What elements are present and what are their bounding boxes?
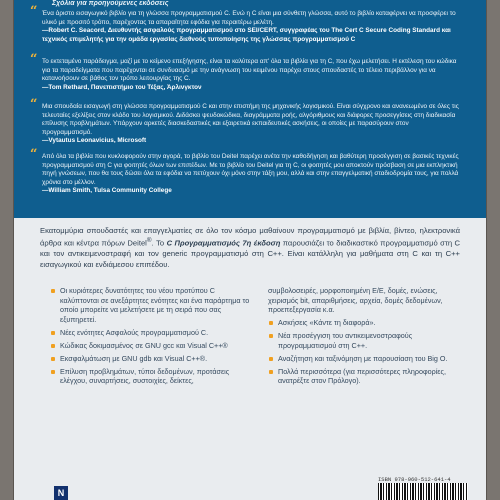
quote-text: Ένα άριστο εισαγωγικό βιβλίο για τη γλώσσα προγραμματισμού C. Ενώ η C είναι μια σύνθετη γλώσσα, αυτό το βιβλίο καταφέρνει να προσφέρει το υλικό με προσιτό τρόπο, παρέχοντας τα απαραίτητα εφόδια για περαιτέρω μελέτη. bbox=[42, 10, 456, 26]
feature-item: Εκσφαλμάτωση με GNU gdb και Visual C++®. bbox=[50, 354, 250, 364]
registered-mark: ® bbox=[146, 237, 152, 245]
isbn-text: ISBN 978-960-512-641-4 bbox=[378, 476, 451, 483]
intro-paragraph bbox=[40, 226, 460, 270]
testimonials-band bbox=[14, 0, 486, 218]
feature-item: Νέες ενότητες Ασφαλούς προγραμματισμού C. bbox=[50, 328, 250, 338]
intro-part3: παρουσιάζει το διαδικαστικό προγραμματισμό στη C και τον αντικειμενοστραφή και τον generic προγραμματισμό στη C++. Είναι κατάλληλη για μαθήματα στη C και τη C++ εισαγωγικού και ενδιάμεσου επιπέδου. bbox=[40, 238, 460, 269]
book-back-cover bbox=[14, 0, 486, 500]
quote-mark-icon: “ bbox=[30, 147, 38, 162]
feature-item: Επίλυση προβλημάτων, τύποι δεδομένων, προτάσεις ελέγχου, συναρτήσεις, συστοιχίες, δείκτες, bbox=[50, 367, 250, 386]
quote-mark-icon: “ bbox=[30, 97, 38, 112]
quote-text: Από όλα τα βιβλία που κυκλοφορούν στην αγορά, το βιβλίο του Deitel παρέχει ανέτα την καθοδήγηση και βαθύτερη προσέγγιση σε βασικές τεχνικές προγραμματισμού στη C για φοιτητές όλων των επιπέδων. Με το βιβλίο του Deitel για τη C, οι φοιτητές μου αποκτούν πρόσβαση σε μια εκπληκτική πηγή γνώσεων, που θα τους δώσει όλα τα εφόδια να πετύχουν όχι μόνο στην τάξη μου, αλλά και στην επαγγελματική σταδιοδρομία τους, για πολλά χρόνια στο μέλλον. bbox=[42, 153, 459, 186]
feature-item: Ασκήσεις «Κάντε τη διαφορά». bbox=[268, 318, 463, 328]
quote-3 bbox=[30, 97, 460, 146]
quote-attribution: —William Smith, Tulsa Community College bbox=[42, 187, 172, 195]
intro-part2: . Το bbox=[151, 238, 167, 248]
feature-item-continued: συμβολοσειρές, μορφοποιημένη Ε/Ε, δομές, ενώσεις, χειρισμός bit, απαριθμήσεις, αρχεία, δομές δεδομένων, προεπεξεργασία κ.α. bbox=[268, 286, 443, 315]
features-list bbox=[50, 286, 460, 466]
quote-attribution: —Robert C. Seacord, Διευθυντής ασφαλούς προγραμματισμού στο SEI/CERT, συγγραφέας του The Cert C Secure Coding Standard και τεχνικός επιμελητής για την ομάδα εργασίας διεθνούς τυποποίησης της γλώσσας προγραμματισμού C bbox=[42, 27, 451, 43]
feature-item: Οι κυριότερες δυνατότητες του νέου προτύπου C καλύπτονται σε ανεξάρτητες ενότητες και ένα παράρτημα το οποίο μπορείτε να μελετήσετε με τη σειρά που σας εξυπηρετεί. bbox=[50, 286, 250, 324]
quote-attribution: —Vytautus Leonavicius, Microsoft bbox=[42, 137, 147, 145]
barcode-icon bbox=[378, 483, 468, 500]
feature-item: Αναζήτηση και ταξινόμηση με παρουσίαση του Big O. bbox=[268, 354, 463, 364]
feature-item: Νέα προσέγγιση του αντικειμενοστραφούς προγραμματισμού στη C++. bbox=[268, 331, 463, 350]
quote-2 bbox=[30, 52, 460, 92]
quote-mark-icon: “ bbox=[30, 52, 38, 67]
publisher-logo-icon: N bbox=[54, 486, 68, 500]
features-left-column bbox=[50, 286, 250, 389]
band-header: Σχόλια για προηγούμενες εκδόσεις bbox=[52, 0, 169, 7]
quote-1 bbox=[30, 4, 460, 44]
quote-4 bbox=[30, 147, 460, 196]
intro-part1: Εκατομμύρια σπουδαστές και επαγγελματίες σε όλο τον κόσμο μαθαίνουν προγραμματισμό με βιβλία, βίντεο, ηλεκτρονικά άρθρα και κέντρα πόρων Deitel bbox=[40, 226, 460, 248]
quote-text: Το εκτεταμένο παράδειγμα, μαζί με το κείμενο επεξήγησης, είναι τα καλύτερα απ' όλα τα βιβλία για τη C, που έχω μελετήσει. Η εκτέλεση του κώδικα για τα παραδείγματα που παρέχονται σε συνδυασμό με την ανάγνωση του κειμένου παρέχει στους σπουδαστές το τέλειο περιβάλλον για να κατανοήσουν σε βάθος τον τρόπο λειτουργίας της C. bbox=[42, 58, 457, 83]
feature-item: Κώδικας δοκιμασμένος σε GNU gcc και Visual C++® bbox=[50, 341, 250, 351]
features-right-column bbox=[268, 286, 463, 389]
quote-attribution: —Tom Rethard, Πανεπιστήμιο του Τέξας, Άρλινγκτον bbox=[42, 83, 202, 91]
book-title: C Προγραμματισμός 7η έκδοση bbox=[166, 238, 281, 248]
feature-item: Πολλά περισσότερα (για περισσότερες πληροφορίες, ανατρέξτε στον Πρόλογο). bbox=[268, 367, 463, 386]
quote-mark-icon: “ bbox=[30, 4, 38, 19]
quote-text: Μια σπουδαία εισαγωγή στη γλώσσα προγραμματισμού C και στην επιστήμη της μηχανικής λογισμικού. Είναι σύγχρονο και ανανεωμένο σε όλες τις τελευταίες εξελίξεις στον κλάδο του λογισμικού. Διδάσκει ψευδοκώδικα, διαγράμματα ροής, αλγόριθμους και διάφορες προσεγγίσεις στη διαδικασία επίλυσης προβλημάτων. Υπάρχουν αρκετές διασκεδαστικές και εξαιρετικά εκπαιδευτικές ασκήσεις, οι οποίες με παρασύρουν στον προγραμματισμό. bbox=[42, 103, 459, 136]
